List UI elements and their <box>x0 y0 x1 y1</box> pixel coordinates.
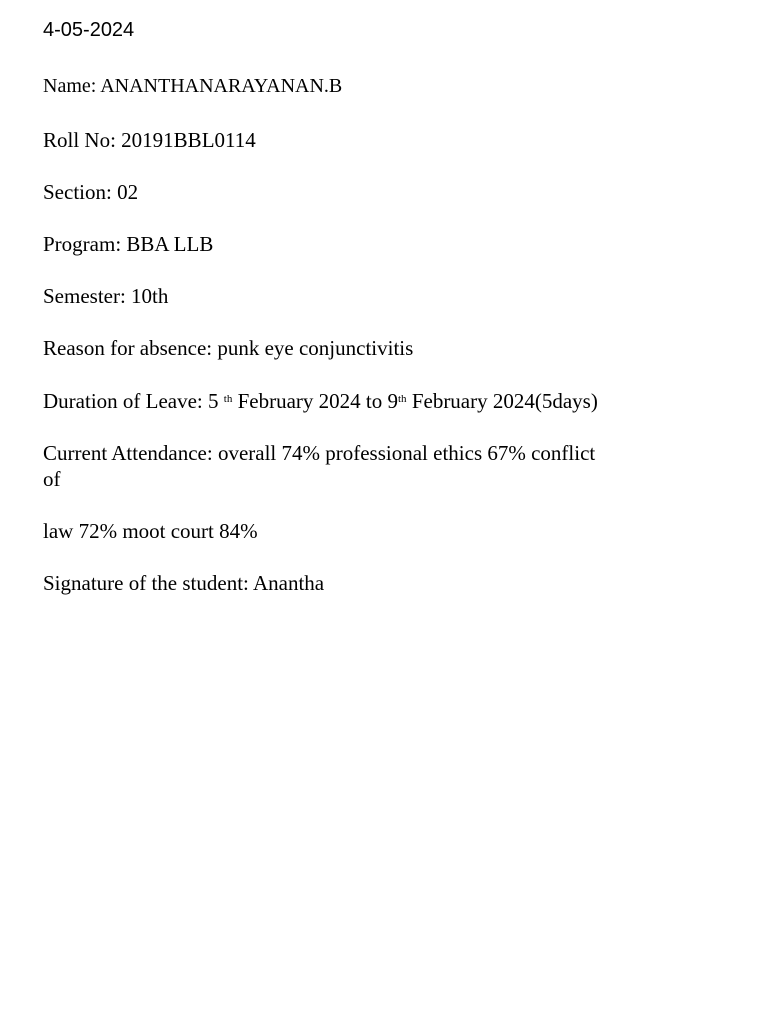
duration-suffix: February 2024(5days) <box>406 389 598 413</box>
roll-number: Roll No: 20191BBL0114 <box>43 128 256 152</box>
attendance-line-3: law 72% moot court 84% <box>43 519 258 543</box>
absence-reason: Reason for absence: punk eye conjunctivitis <box>43 336 414 360</box>
semester: Semester: 10th <box>43 284 169 308</box>
leave-duration <box>43 389 598 414</box>
duration-prefix: Duration of Leave: 5 <box>43 389 224 413</box>
student-name: Name: ANANTHANARAYANAN.B <box>43 75 343 97</box>
document-date: 4-05-2024 <box>43 19 135 41</box>
section: Section: 02 <box>43 180 139 204</box>
duration-ordinal-start: th <box>223 393 233 405</box>
attendance-line-1: Current Attendance: overall 74% professional ethics 67% conflict <box>43 441 596 465</box>
program: Program: BBA LLB <box>43 232 214 256</box>
attendance-line-2: of <box>43 467 61 491</box>
student-signature: Signature of the student: Anantha <box>43 571 325 595</box>
duration-ordinal-end: th <box>398 393 407 405</box>
duration-middle: February 2024 to 9 <box>232 389 398 413</box>
